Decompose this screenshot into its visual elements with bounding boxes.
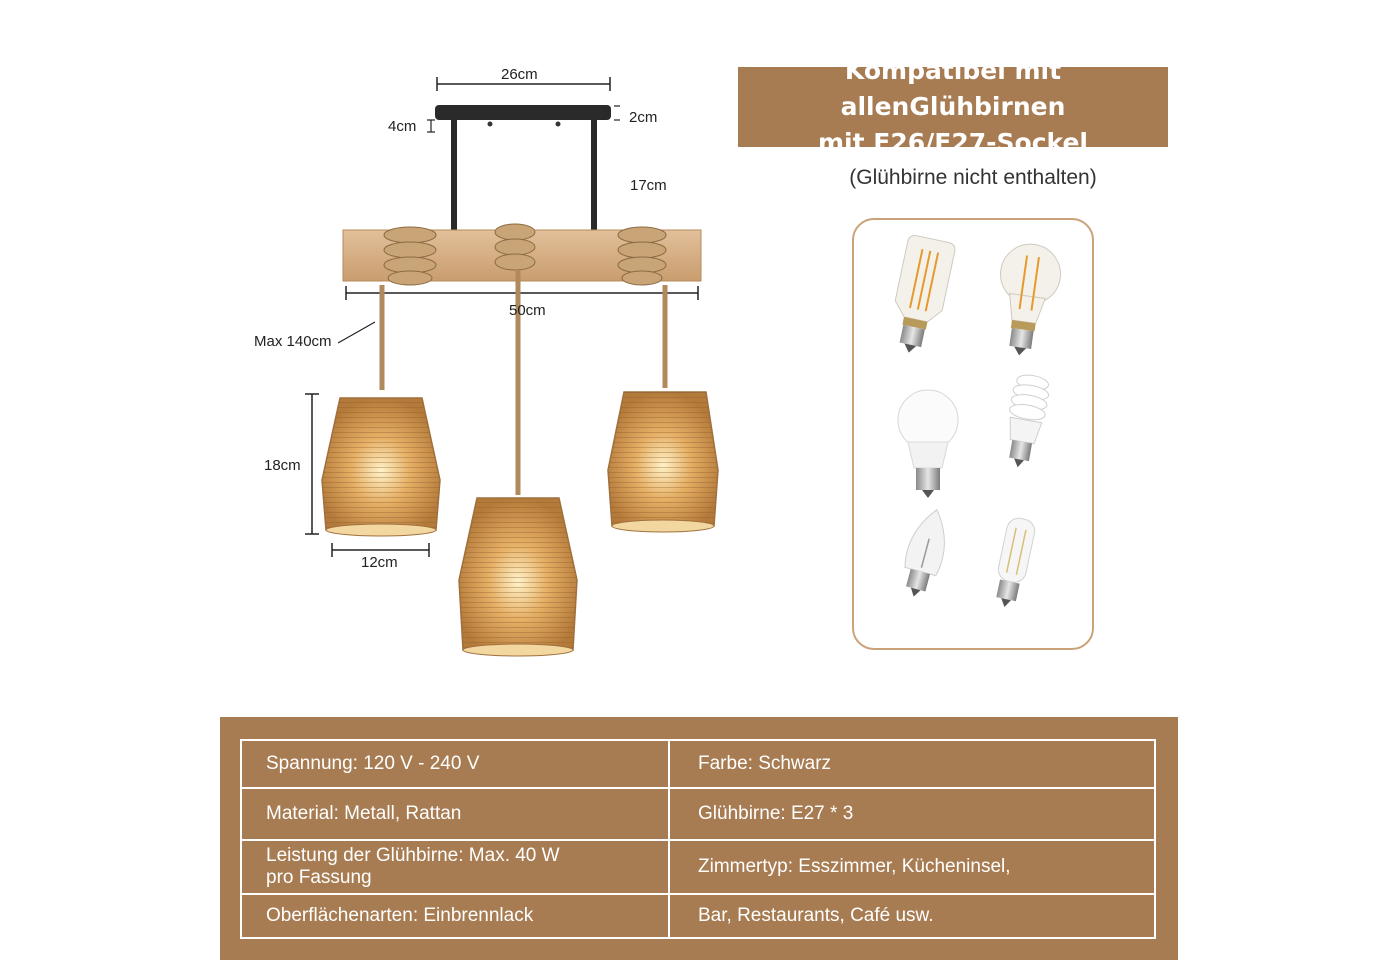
spec-wattage: Leistung der Glühbirne: Max. 40 W pro Fassung [242,841,670,895]
title-line-1: Kompatibel mit allenGlühbirnen [840,56,1066,121]
rod-offset-label: 4cm [388,118,417,135]
bulb-illustrations [854,220,1092,648]
spec-room-type-continued: Bar, Restaurants, Café usw. [698,905,934,926]
specification-section [220,717,1178,960]
spiral-cfl-bulb-icon [1000,373,1052,471]
cord-length-label: Max 140cm [254,333,332,350]
title-line-2: mit E26/E27-Sockel [818,128,1088,157]
compatibility-title-box [738,56,1168,157]
spec-voltage: Spannung: 120 V - 240 V [242,741,670,789]
shade-height-dimension [305,394,319,534]
spec-color: Farbe: Schwarz [670,741,1154,789]
pendant-lamp-drawing [240,60,720,660]
beam-width-label: 50cm [509,302,546,319]
spec-surface-finish: Oberflächenarten: Einbrennlack [242,895,670,937]
shade-width-label: 12cm [361,554,398,571]
bulb-not-included-note: (Glühbirne nicht enthalten) [849,166,1097,189]
shade-height-label: 18cm [264,457,301,474]
beam-width-dimension [346,286,698,300]
spec-bulb-type: Glühbirne: E27 * 3 [670,789,1154,841]
left-rod [451,120,457,232]
pendant-lamp-diagram [240,60,720,660]
led-bulb-icon [898,390,958,498]
specification-table [240,739,1156,939]
canopy-width-label: 26cm [501,66,538,83]
tubular-led-bulb-icon [991,516,1037,610]
rattan-shade-center [459,498,577,656]
ceiling-canopy [435,105,611,120]
spec-room-type: Zimmertyp: Esszimmer, Kücheninsel, [670,841,1154,895]
candle-flame-bulb-icon [896,505,954,601]
spec-material: Material: Metall, Rattan [242,789,670,841]
canopy-height-label: 2cm [629,109,658,126]
right-rod [591,120,597,232]
edison-tube-bulb-icon [885,234,956,357]
edison-a19-bulb-icon [989,240,1064,359]
rattan-shade-left [322,398,440,536]
compatible-bulbs-panel [852,218,1094,650]
rattan-shade-right [608,392,718,532]
rod-length-label: 17cm [630,177,667,194]
